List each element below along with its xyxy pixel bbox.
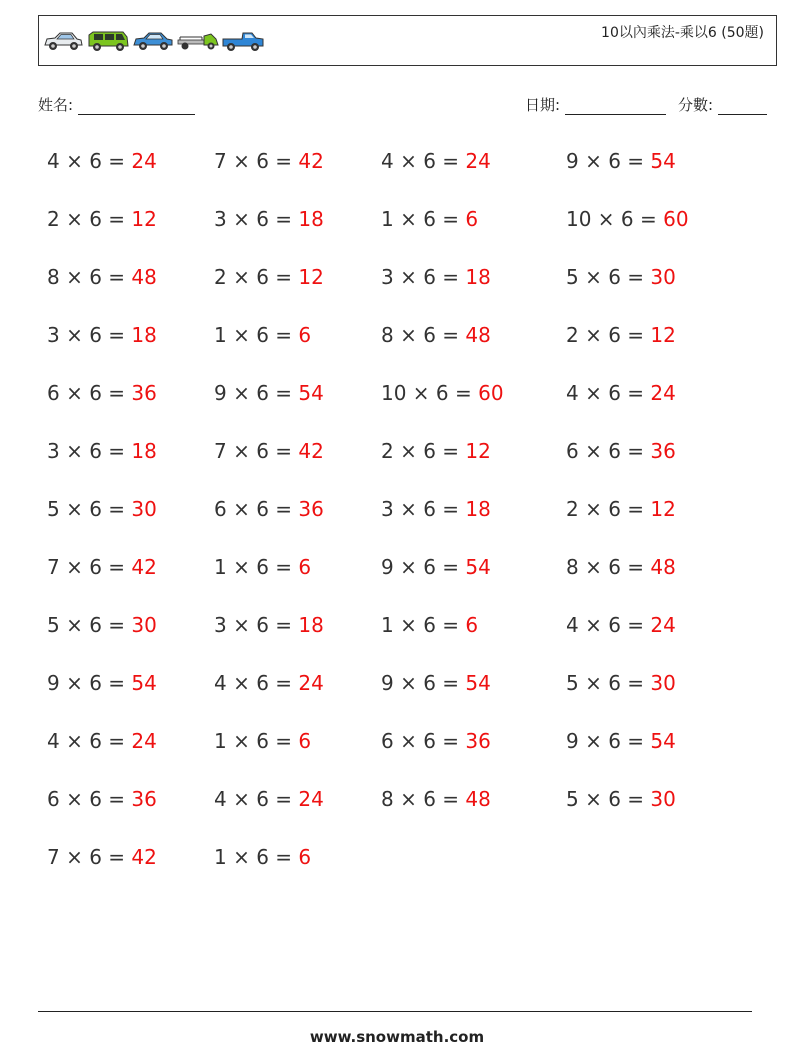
worksheet-title: 10以內乘法-乘以6 (50題)	[601, 25, 764, 41]
problem-question: 5 × 6 =	[566, 671, 645, 695]
problem-item	[566, 497, 676, 521]
problem-question: 3 × 6 =	[381, 497, 460, 521]
problem-item	[566, 613, 676, 637]
problem-answer: 42	[131, 555, 157, 579]
problem-question: 5 × 6 =	[566, 265, 645, 289]
problem-question: 6 × 6 =	[381, 729, 460, 753]
problem-answer: 36	[131, 787, 157, 811]
problem-answer: 30	[650, 265, 676, 289]
problem-item	[214, 845, 311, 869]
problem-question: 4 × 6 =	[47, 149, 126, 173]
problem-item	[381, 149, 491, 173]
problem-item	[566, 671, 676, 695]
problem-item	[566, 323, 676, 347]
problem-answer: 24	[465, 149, 491, 173]
problem-question: 2 × 6 =	[381, 439, 460, 463]
problem-answer: 24	[298, 671, 324, 695]
problem-item	[47, 613, 157, 637]
problem-item	[566, 381, 676, 405]
problem-answer: 18	[298, 613, 324, 637]
date-label: 日期:	[525, 96, 561, 114]
problem-answer: 18	[465, 265, 491, 289]
problem-question: 2 × 6 =	[47, 207, 126, 231]
problem-item	[381, 729, 491, 753]
problem-item	[214, 207, 324, 231]
problem-question: 5 × 6 =	[566, 787, 645, 811]
problem-item	[381, 613, 478, 637]
problem-answer: 6	[298, 323, 312, 347]
problem-item	[214, 439, 324, 463]
problem-question: 10 × 6 =	[381, 381, 472, 405]
problem-answer: 18	[131, 323, 157, 347]
problem-answer: 54	[465, 671, 491, 695]
problem-question: 7 × 6 =	[47, 845, 126, 869]
problem-answer: 30	[650, 787, 676, 811]
problem-item	[214, 381, 324, 405]
problem-question: 2 × 6 =	[214, 265, 293, 289]
problem-item	[566, 787, 676, 811]
problem-question: 7 × 6 =	[214, 149, 293, 173]
problem-answer: 6	[298, 555, 312, 579]
problem-answer: 54	[650, 729, 676, 753]
problem-answer: 54	[650, 149, 676, 173]
problem-question: 1 × 6 =	[214, 845, 293, 869]
problem-question: 6 × 6 =	[566, 439, 645, 463]
problem-item	[47, 555, 157, 579]
problem-item	[214, 729, 311, 753]
problem-item	[566, 555, 676, 579]
problem-item	[214, 613, 324, 637]
problem-question: 3 × 6 =	[47, 323, 126, 347]
problem-item	[47, 729, 157, 753]
problem-answer: 60	[478, 381, 504, 405]
problem-answer: 36	[131, 381, 157, 405]
problem-answer: 48	[650, 555, 676, 579]
problem-question: 3 × 6 =	[214, 207, 293, 231]
problem-item	[381, 323, 491, 347]
problem-question: 5 × 6 =	[47, 613, 126, 637]
problem-answer: 24	[298, 787, 324, 811]
problem-answer: 54	[298, 381, 324, 405]
problem-answer: 12	[650, 497, 676, 521]
footer-url: www.snowmath.com	[309, 1028, 485, 1046]
problem-question: 3 × 6 =	[214, 613, 293, 637]
problem-item	[47, 381, 157, 405]
problem-item	[47, 265, 157, 289]
problem-item	[381, 497, 491, 521]
problem-item	[47, 207, 157, 231]
problem-answer: 24	[131, 149, 157, 173]
problem-item	[381, 787, 491, 811]
problem-item	[47, 787, 157, 811]
problem-item	[381, 265, 491, 289]
problem-answer: 48	[131, 265, 157, 289]
problem-question: 8 × 6 =	[566, 555, 645, 579]
problem-question: 3 × 6 =	[47, 439, 126, 463]
problem-answer: 18	[298, 207, 324, 231]
problem-question: 8 × 6 =	[381, 323, 460, 347]
problem-question: 1 × 6 =	[214, 555, 293, 579]
problem-item	[214, 323, 311, 347]
problem-question: 1 × 6 =	[214, 729, 293, 753]
problem-item	[381, 671, 491, 695]
problem-answer: 36	[298, 497, 324, 521]
problem-answer: 12	[298, 265, 324, 289]
problem-question: 1 × 6 =	[381, 207, 460, 231]
name-label: 姓名:	[38, 96, 74, 114]
problem-item	[47, 671, 157, 695]
problem-item	[566, 207, 689, 231]
problem-question: 3 × 6 =	[381, 265, 460, 289]
problem-item	[381, 381, 504, 405]
problem-answer: 6	[298, 845, 312, 869]
problem-answer: 36	[465, 729, 491, 753]
problem-question: 8 × 6 =	[381, 787, 460, 811]
problem-answer: 48	[465, 787, 491, 811]
problem-item	[214, 671, 324, 695]
problem-answer: 42	[298, 149, 324, 173]
problem-question: 9 × 6 =	[214, 381, 293, 405]
problem-answer: 36	[650, 439, 676, 463]
problem-question: 1 × 6 =	[214, 323, 293, 347]
problem-item	[214, 149, 324, 173]
footer-divider	[38, 1011, 752, 1012]
problem-question: 4 × 6 =	[566, 613, 645, 637]
problem-question: 10 × 6 =	[566, 207, 657, 231]
problem-item	[566, 149, 676, 173]
problem-item	[566, 439, 676, 463]
problem-item	[214, 555, 311, 579]
problem-answer: 18	[131, 439, 157, 463]
problem-answer: 42	[298, 439, 324, 463]
problem-question: 2 × 6 =	[566, 323, 645, 347]
problem-item	[47, 497, 157, 521]
problem-item	[47, 845, 157, 869]
problem-answer: 6	[298, 729, 312, 753]
problem-answer: 30	[131, 613, 157, 637]
problem-question: 1 × 6 =	[381, 613, 460, 637]
problem-question: 9 × 6 =	[47, 671, 126, 695]
problem-answer: 54	[465, 555, 491, 579]
problem-item	[214, 265, 324, 289]
problem-item	[214, 787, 324, 811]
problem-answer: 60	[663, 207, 689, 231]
problem-answer: 42	[131, 845, 157, 869]
problem-answer: 6	[465, 207, 479, 231]
problem-item	[381, 555, 491, 579]
problem-question: 5 × 6 =	[47, 497, 126, 521]
problem-question: 9 × 6 =	[381, 671, 460, 695]
problem-answer: 12	[650, 323, 676, 347]
problem-question: 4 × 6 =	[214, 671, 293, 695]
problem-answer: 24	[650, 381, 676, 405]
problem-question: 4 × 6 =	[214, 787, 293, 811]
problem-item	[566, 729, 676, 753]
problem-item	[381, 207, 478, 231]
problem-answer: 54	[131, 671, 157, 695]
problem-question: 7 × 6 =	[214, 439, 293, 463]
problem-answer: 12	[131, 207, 157, 231]
problem-question: 8 × 6 =	[47, 265, 126, 289]
problem-question: 6 × 6 =	[214, 497, 293, 521]
problem-item	[47, 323, 157, 347]
problem-answer: 48	[465, 323, 491, 347]
problem-question: 2 × 6 =	[566, 497, 645, 521]
problem-answer: 6	[465, 613, 479, 637]
problem-answer: 30	[650, 671, 676, 695]
problem-question: 4 × 6 =	[381, 149, 460, 173]
problem-answer: 12	[465, 439, 491, 463]
problem-question: 6 × 6 =	[47, 381, 126, 405]
problem-answer: 30	[131, 497, 157, 521]
problem-answer: 18	[465, 497, 491, 521]
problem-item	[566, 265, 676, 289]
problem-question: 6 × 6 =	[47, 787, 126, 811]
problem-question: 9 × 6 =	[566, 729, 645, 753]
problem-question: 7 × 6 =	[47, 555, 126, 579]
score-label: 分數:	[678, 96, 714, 114]
problem-answer: 24	[650, 613, 676, 637]
problem-answer: 24	[131, 729, 157, 753]
problem-item	[381, 439, 491, 463]
problem-question: 4 × 6 =	[47, 729, 126, 753]
problem-question: 9 × 6 =	[381, 555, 460, 579]
problem-item	[47, 149, 157, 173]
problem-question: 4 × 6 =	[566, 381, 645, 405]
problem-question: 9 × 6 =	[566, 149, 645, 173]
problem-item	[214, 497, 324, 521]
problem-item	[47, 439, 157, 463]
